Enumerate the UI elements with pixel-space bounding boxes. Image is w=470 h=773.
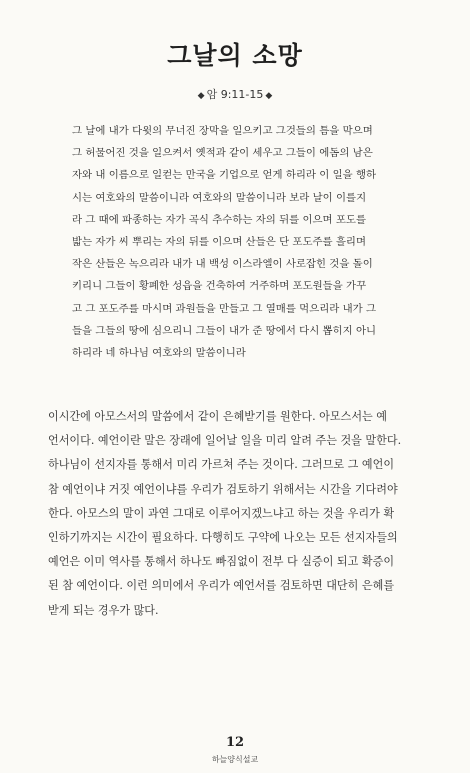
page-number: 12 (225, 735, 245, 750)
body-line: 인하기까지는 시간이 필요하다. 다행히도 구약에 나오는 모든 선지자들의 (48, 531, 398, 545)
scripture-line: 그 날에 내가 다윗의 무너진 장막을 일으키고 그것들의 틈을 막으며 (72, 125, 373, 137)
body-line: 된 참 예언이다. 이런 의미에서 우리가 예언서를 검토하면 대단히 은혜를 (48, 579, 395, 593)
reference-text: 암 9:11-15 (206, 88, 264, 101)
scripture-line: 키리니 그들이 황폐한 성읍을 건축하여 거주하며 포도원들을 가꾸 (72, 280, 367, 293)
body-line: 하나님이 선지자를 통해서 미리 가르쳐 주는 것이다. 그러므로 그 예언이 (48, 458, 395, 472)
page-title: 그날의 소망 (167, 41, 303, 70)
diamond-right-icon: ◆ (265, 91, 273, 101)
diamond-left-icon: ◆ (197, 91, 205, 101)
body-line: 한다. 아모스의 말이 과연 그대로 이루어지겠느냐고 하는 것을 우리가 확 (48, 506, 395, 520)
body-line: 언서이다. 예언이란 말은 장래에 일어날 일을 미리 알려 주는 것을 말한다. (48, 434, 402, 448)
scripture-line: 라 그 때에 파종하는 자가 곡식 추수하는 자의 뒤를 이으며 포도를 (72, 213, 366, 226)
scripture-line: 밟는 자가 씨 뿌리는 자의 뒤를 이으며 산들은 단 포도주를 흘리며 (72, 236, 366, 249)
scripture-reference (0, 86, 470, 102)
scripture-line: 작은 산들은 녹으리라 내가 내 백성 이스라엘이 사로잡힌 것을 돌이 (72, 258, 373, 271)
scripture-line: 하리라 네 하나님 여호와의 말씀이니라 (72, 347, 246, 360)
scripture-passage (72, 120, 408, 364)
body-line: 예언은 이미 역사를 통해서 하나도 빠짐없이 전부 다 실증이 되고 확증이 (48, 555, 395, 569)
body-line: 이시간에 아모스서의 말씀에서 같이 은혜받기를 원한다. 아모스서는 예 (48, 410, 387, 423)
scripture-line: 들을 그들의 땅에 심으리니 그들이 내가 준 땅에서 다시 뽑히지 아니 (72, 324, 377, 337)
body-line: 받게 되는 경우가 많다. (48, 603, 159, 617)
book-title: 하늘양식설교 (211, 755, 259, 764)
scripture-line: 시는 여호와의 말씀이니라 여호와의 말씀이니라 보라 날이 이를지 (72, 191, 367, 204)
scripture-line: 그 허물어진 것을 일으켜서 옛적과 같이 세우고 그들이 에돔의 남은 (72, 147, 373, 160)
body-line: 참 예언이냐 거짓 예언이냐를 우리가 검토하기 위해서는 시간을 기다려야 (48, 482, 398, 496)
scripture-line: 자와 내 이름으로 일컫는 만국을 기업으로 얻게 하리라 이 일을 행하 (72, 169, 377, 182)
sermon-body (48, 405, 428, 623)
scripture-line: 고 그 포도주를 마시며 과원들을 만들고 그 열매를 먹으리라 내가 그 (72, 302, 377, 315)
